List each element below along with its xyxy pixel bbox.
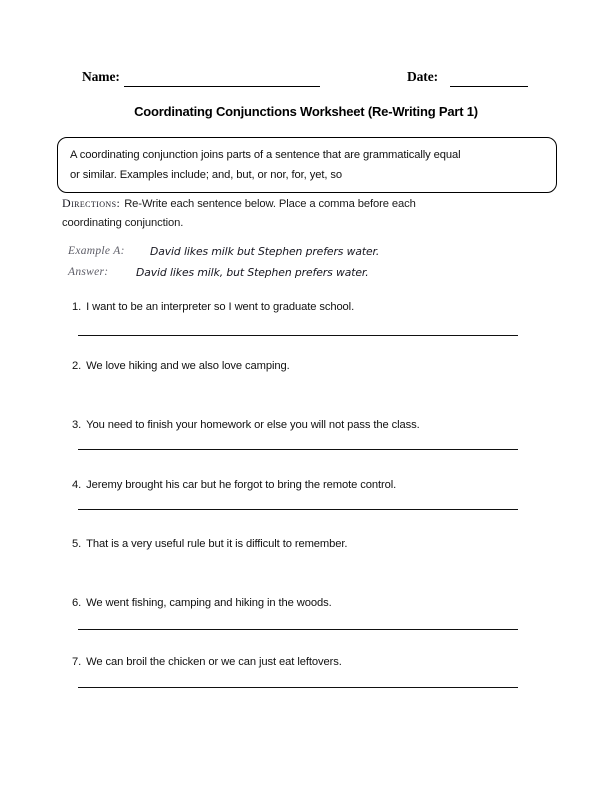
item-text: We went fishing, camping and hiking in the woods. — [86, 597, 332, 609]
example-label: Example A: — [68, 245, 125, 257]
sentence-item-3 — [72, 419, 420, 431]
item-number: 6. — [72, 597, 82, 609]
item-text: I want to be an interpreter so I went to graduate school. — [86, 301, 355, 313]
answer-line-6[interactable] — [78, 629, 518, 630]
item-text: Jeremy brought his car but he forgot to bring the remote control. — [86, 479, 397, 491]
item-number: 2. — [72, 360, 82, 372]
directions-label: Directions: — [62, 196, 121, 210]
item-number: 1. — [72, 301, 82, 313]
sentence-item-7 — [72, 656, 342, 668]
definition-text-line1: A coordinating conjunction joins parts of a sentence that are grammatically equal — [70, 149, 461, 161]
answer-line-7[interactable] — [78, 687, 518, 688]
name-label: Name: — [82, 69, 120, 84]
answer-line-3[interactable] — [78, 449, 518, 450]
answer-line-1[interactable] — [78, 335, 518, 336]
sentence-item-4 — [72, 479, 396, 491]
sentence-item-5 — [72, 538, 347, 550]
item-text: You need to finish your homework or else you will not pass the class. — [86, 419, 420, 431]
sentence-item-1 — [72, 301, 354, 313]
directions-text-line1: Re-Write each sentence below. Place a comma before each — [124, 198, 416, 210]
item-number: 5. — [72, 538, 82, 550]
name-blank-field[interactable] — [124, 69, 320, 87]
item-text: We can broil the chicken or we can just eat leftovers. — [86, 656, 342, 668]
worksheet-title: Coordinating Conjunctions Worksheet (Re-Writing Part 1) — [134, 104, 478, 119]
sentence-item-6 — [72, 597, 332, 609]
item-text: That is a very useful rule but it is difficult to remember. — [86, 538, 348, 550]
answer-sentence: David likes milk, but Stephen prefers water. — [136, 266, 369, 279]
answer-line-4[interactable] — [78, 509, 518, 510]
date-label: Date: — [407, 69, 438, 84]
answer-label: Answer: — [68, 266, 109, 278]
definition-box — [57, 137, 557, 193]
answer-row — [68, 266, 369, 279]
directions-text-line2: coordinating conjunction. — [62, 217, 184, 229]
date-blank-field[interactable] — [450, 69, 528, 87]
example-sentence: David likes milk but Stephen prefers water. — [150, 245, 380, 258]
example-row — [68, 245, 380, 258]
definition-text-line2: or similar. Examples include; and, but, or nor, for, yet, so — [70, 169, 342, 181]
item-text: We love hiking and we also love camping. — [86, 360, 290, 372]
item-number: 3. — [72, 419, 82, 431]
sentence-item-2 — [72, 360, 290, 372]
item-number: 4. — [72, 479, 82, 491]
item-number: 7. — [72, 656, 82, 668]
directions-row — [62, 196, 552, 211]
